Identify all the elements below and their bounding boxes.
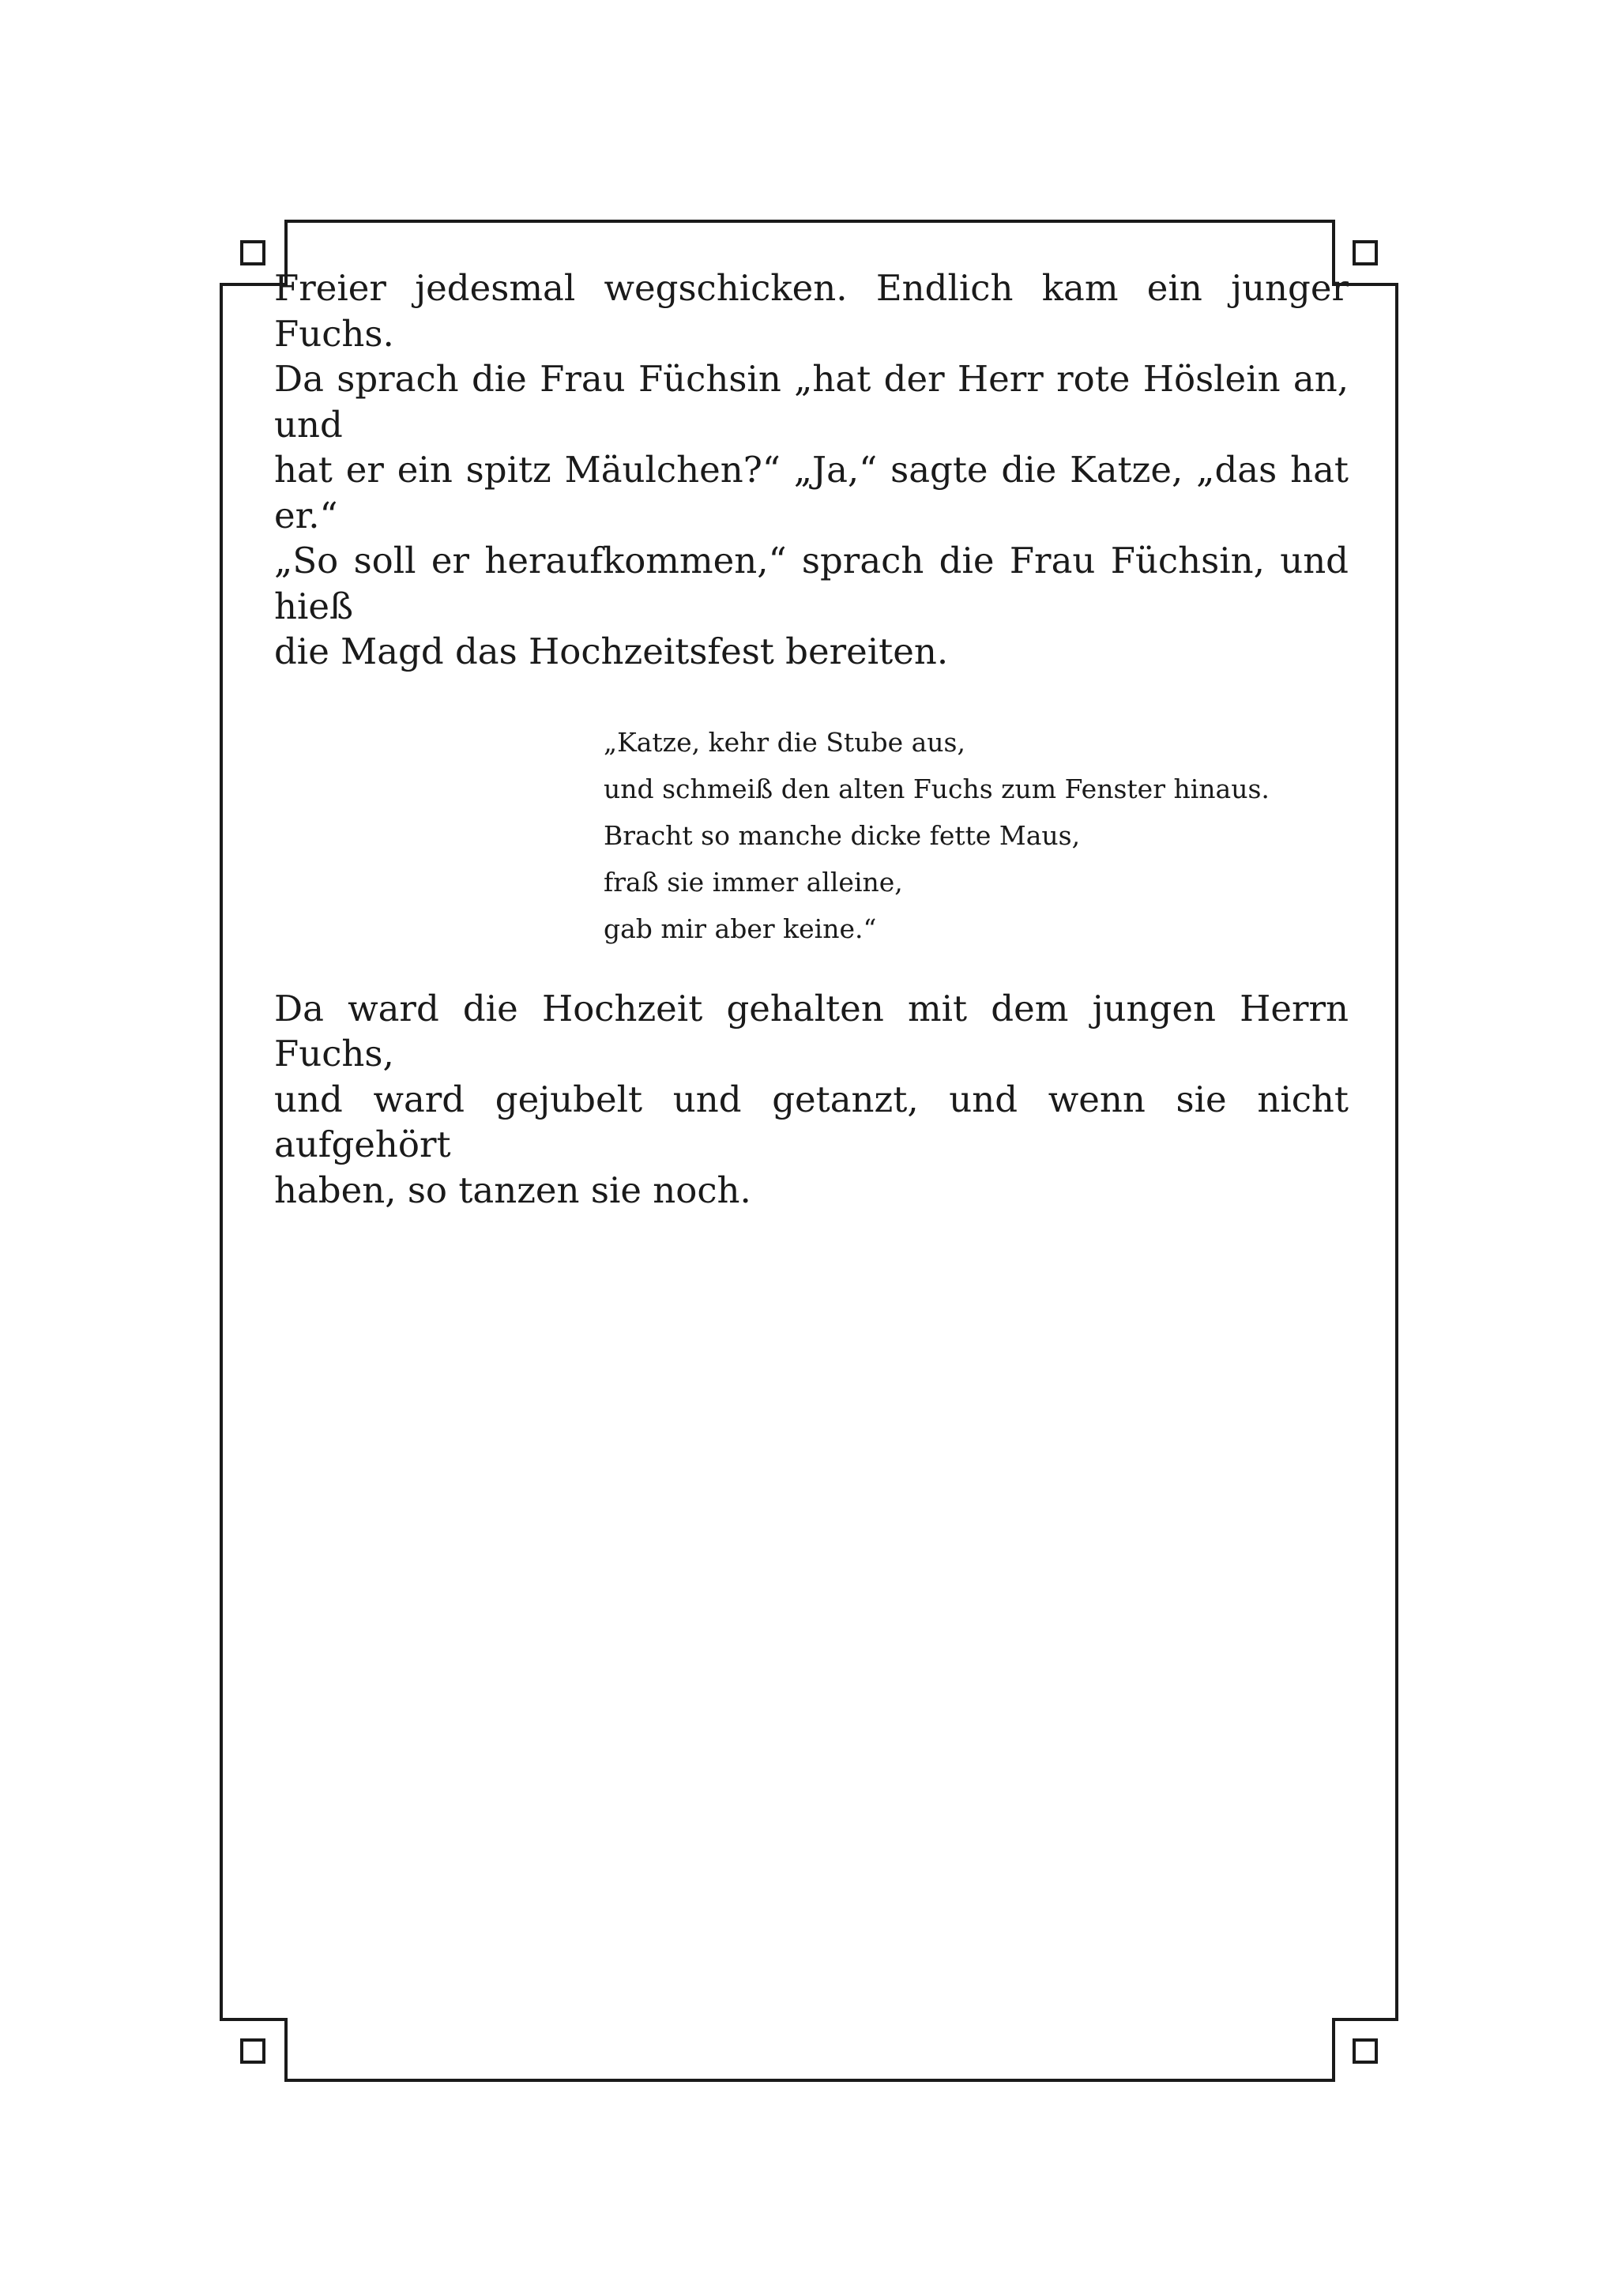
text-line: die Magd das Hochzeitsfest bereiten. [274,630,949,672]
verse-line: „Katze, kehr die Stube aus, [604,726,965,758]
verse-line: gab mir aber keine.“ [604,913,877,944]
verse-line: und schmeiß den alten Fuchs zum Fenster hinaus. [604,773,1270,804]
corner-ornament-top-left [242,242,264,264]
paragraph-2 [274,986,1349,1214]
verse-quote [274,719,1349,952]
corner-ornament-top-right [1354,242,1376,264]
paragraph-1 [274,265,1349,675]
text-line: „So soll er heraufkommen,“ sprach die Frau Füchsin, und hieß [274,540,1349,627]
text-line: Da sprach die Frau Füchsin „hat der Herr rote Höslein an, und [274,358,1349,446]
text-line: und ward gejubelt und getanzt, und wenn sie nicht aufgehört [274,1078,1349,1165]
text-line: hat er ein spitz Mäulchen?“ „Ja,“ sagte die Katze, „das hat er.“ [274,449,1349,536]
text-line: Da ward die Hochzeit gehalten mit dem jungen Herrn Fuchs, [274,987,1349,1075]
page-text [274,265,1349,1213]
text-line: haben, so tanzen sie noch. [274,1169,751,1211]
verse-line: fraß sie immer alleine, [604,866,903,898]
verse-line: Bracht so manche dicke fette Maus, [604,819,1081,851]
text-line: Freier jedesmal wegschicken. Endlich kam ein junger Fuchs. [274,267,1349,355]
corner-ornament-bottom-right [1354,2040,1376,2062]
corner-ornament-bottom-left [242,2040,264,2062]
